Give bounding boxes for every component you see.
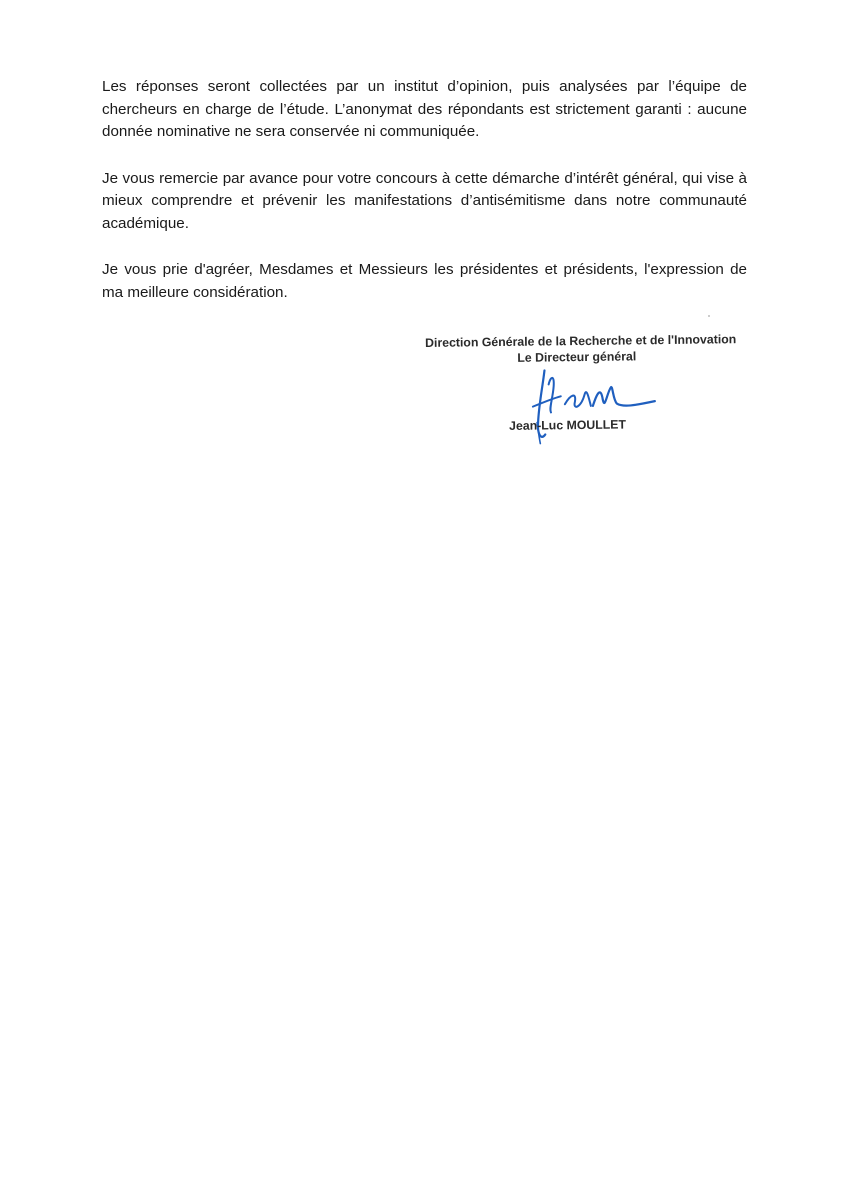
paragraph-data-collection: Les réponses seront collectées par un institut d’opinion, puis analysées par l’équipe de chercheurs en charge de l’étude. L’anonymat des répondants est strictement garanti : aucune donnée nominative ne sera conservée ni communiquée. [102,78,747,140]
scan-speck [708,315,710,317]
signature-block [420,330,751,444]
letter-body [102,76,747,328]
signatory-role: Le Directeur général [517,349,637,365]
paragraph-closing: Je vous prie d'agréer, Mesdames et Messieurs les présidentes et présidents, l'expression de ma meilleure considération. [102,261,747,301]
signature-stroke-cross [533,396,561,406]
signature-stroke-middle [565,392,591,407]
signature-stroke-tail [593,387,655,407]
signature-stroke-l [549,378,555,413]
signatory-organization: Direction Générale de la Recherche et de l'Innovation [425,332,737,350]
signatory-name: Jean-Luc MOULLET [509,417,627,433]
paragraph-thanks: Je vous remercie par avance pour votre concours à cette démarche d’intérêt général, qui vise à mieux comprendre et prévenir les manifestations d’antisémitisme dans notre communauté académique. [102,169,747,232]
